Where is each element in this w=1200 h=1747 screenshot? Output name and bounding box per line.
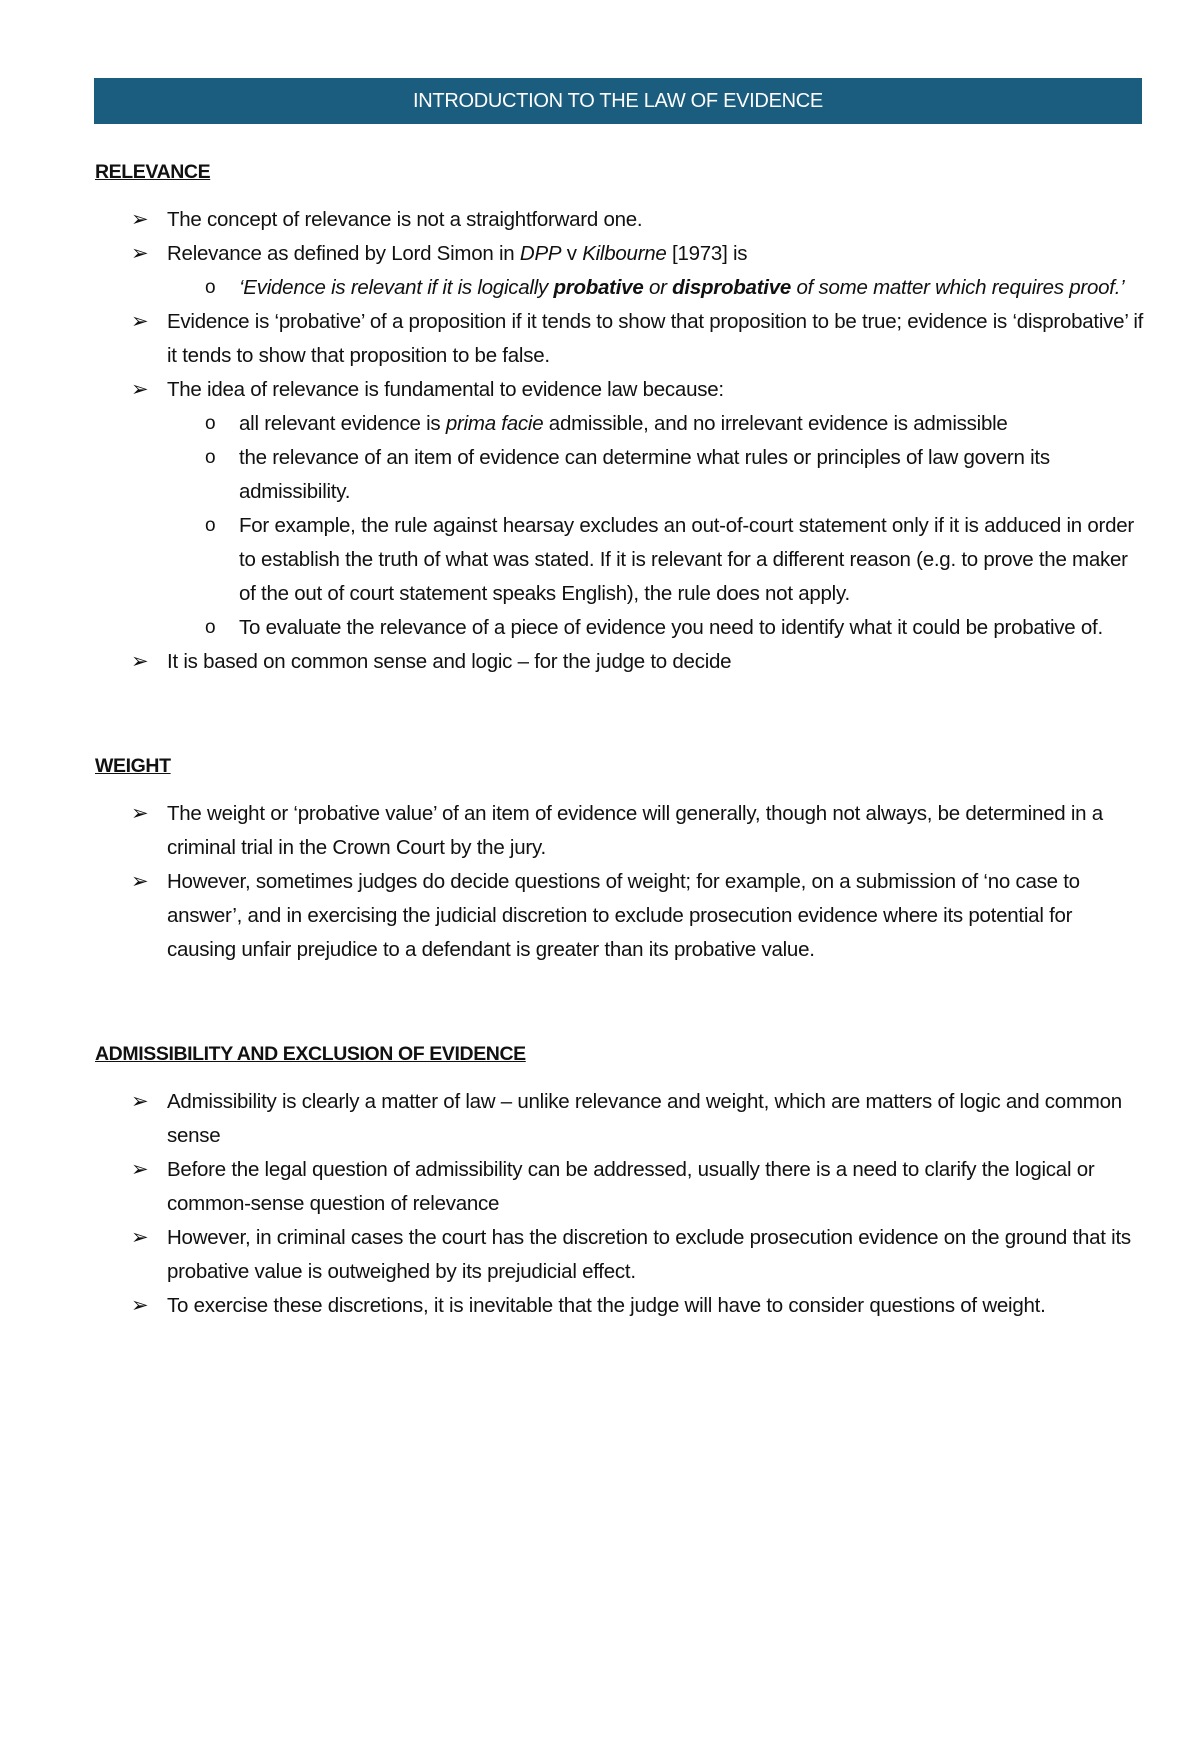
arrow-bullet-icon: ➢ — [131, 1158, 149, 1181]
list-item: ➢ The weight or ‘probative value’ of an item of evidence will generally, though not always, be determined in a criminal trial in the Crown Court by the jury. — [95, 797, 1145, 865]
circle-bullet-icon: o — [205, 277, 216, 298]
heading-relevance: RELEVANCE — [95, 161, 211, 183]
list-item: o all relevant evidence is prima facie admissible, and no irrelevant evidence is admissible — [95, 407, 1145, 441]
heading-weight: WEIGHT — [95, 755, 171, 777]
list-item — [95, 271, 1145, 305]
list-item: ➢ Evidence is ‘probative’ of a proposition if it tends to show that proposition to be true; evidence is ‘disprobative’ if it tends to show that proposition to be false. — [95, 305, 1145, 373]
list-item: ➢ Before the legal question of admissibility can be addressed, usually there is a need to clarify the logical or common-sense question of relevance — [95, 1153, 1145, 1221]
list-item: ➢ It is based on common sense and logic – for the judge to decide — [95, 645, 1145, 679]
weight-list — [95, 797, 1145, 967]
circle-bullet-icon: o — [205, 515, 216, 536]
list-item: o the relevance of an item of evidence can determine what rules or principles of law govern its admissibility. — [95, 441, 1145, 509]
arrow-bullet-icon: ➢ — [131, 870, 149, 893]
document-body — [95, 155, 1145, 1323]
relevance-list — [95, 203, 1145, 679]
title-banner — [94, 78, 1142, 124]
arrow-bullet-icon: ➢ — [131, 378, 149, 401]
case-name: DPP — [519, 242, 562, 265]
heading-admissibility: ADMISSIBILITY AND EXCLUSION OF EVIDENCE — [95, 1043, 526, 1065]
arrow-bullet-icon: ➢ — [131, 650, 149, 673]
circle-bullet-icon: o — [205, 447, 216, 468]
list-item: ➢ The concept of relevance is not a straightforward one. — [95, 203, 1145, 237]
relevance-sublist — [167, 271, 1145, 305]
circle-bullet-icon: o — [205, 617, 216, 638]
arrow-bullet-icon: ➢ — [131, 1090, 149, 1113]
arrow-bullet-icon: ➢ — [131, 208, 149, 231]
list-item: ➢ The idea of relevance is fundamental to evidence law because: o all relevant evidence is prima facie admissible, and no irrelevant evidence is admissible o the relevance of an item of evidence can determine what rules or principles of law govern its admissibility. o For example, the rule against hearsay excludes an out-of-court statement only if it is adduced in order to establish the truth of what was stated. If it is relevant for a different reason (e.g. to prove the maker of the out of court statement speaks English), the rule does not apply. o To evaluate the relevance of a piece of evidence you need to identify what it could be probative of. — [95, 373, 1145, 645]
arrow-bullet-icon: ➢ — [131, 310, 149, 333]
arrow-bullet-icon: ➢ — [131, 1294, 149, 1317]
list-item: ➢ Admissibility is clearly a matter of law – unlike relevance and weight, which are matters of logic and common sense — [95, 1085, 1145, 1153]
admissibility-list — [95, 1085, 1145, 1323]
list-item: o To evaluate the relevance of a piece of evidence you need to identify what it could be probative of. — [95, 611, 1145, 645]
case-name: Kilbourne — [582, 242, 667, 265]
list-item: ➢ To exercise these discretions, it is inevitable that the judge will have to consider questions of weight. — [95, 1289, 1145, 1323]
relevance-sublist — [167, 407, 1145, 645]
arrow-bullet-icon: ➢ — [131, 802, 149, 825]
list-item: ➢ However, in criminal cases the court has the discretion to exclude prosecution evidence on the ground that its probative value is outweighed by its prejudicial effect. — [95, 1221, 1145, 1289]
definition-quote: ‘Evidence is relevant if it is logically probative or disprobative of some matter which requires proof.’ — [239, 276, 1125, 299]
arrow-bullet-icon: ➢ — [131, 242, 149, 265]
list-item: o For example, the rule against hearsay excludes an out-of-court statement only if it is adduced in order to establish the truth of what was stated. If it is relevant for a different reason (e.g. to prove the maker of the out of court statement speaks English), the rule does not apply. — [95, 509, 1145, 611]
arrow-bullet-icon: ➢ — [131, 1226, 149, 1249]
list-item: ➢ Relevance as defined by Lord Simon in DPP v Kilbourne [1973] is o ‘Evidence is relevant if it is logically probative or disprobative of some matter which requires proof.’ — [95, 237, 1145, 305]
document-title: INTRODUCTION TO THE LAW OF EVIDENCE — [413, 89, 823, 112]
circle-bullet-icon: o — [205, 413, 216, 434]
list-item: ➢ However, sometimes judges do decide questions of weight; for example, on a submission of ‘no case to answer’, and in exercising the judicial discretion to exclude prosecution evidence where its potential for causing unfair prejudice to a defendant is greater than its probative value. — [95, 865, 1145, 967]
